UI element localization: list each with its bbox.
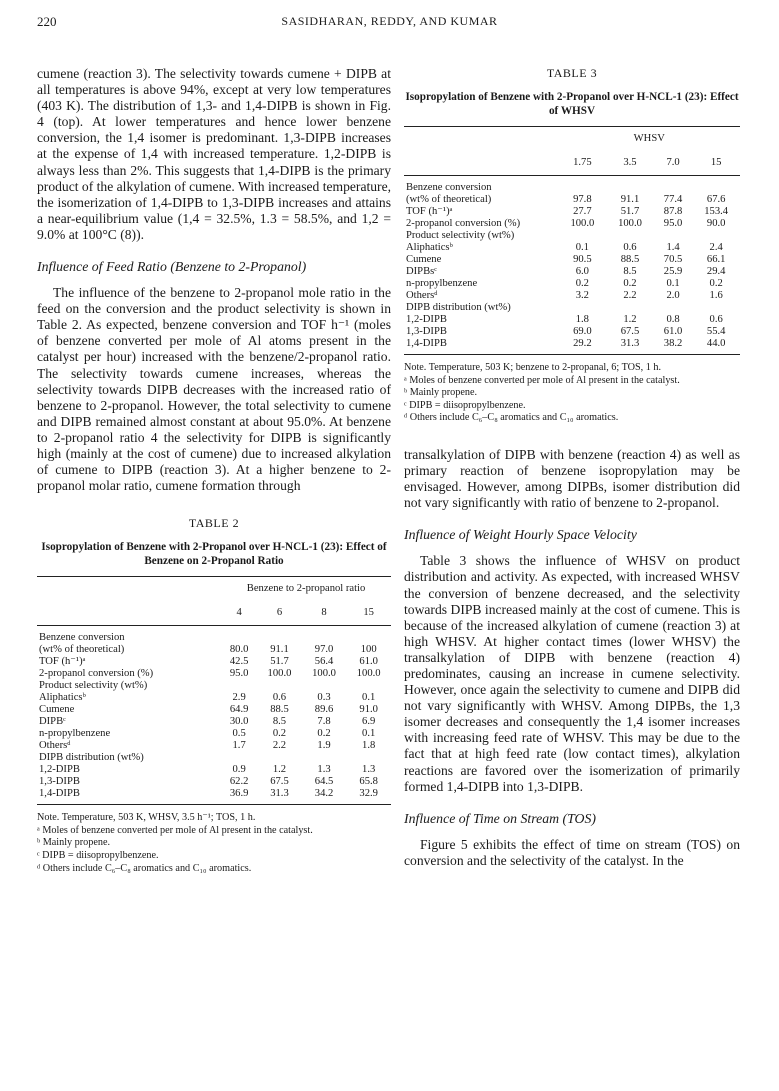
- section-heading-feed-ratio: Influence of Feed Ratio (Benzene to 2-Propanol): [37, 259, 307, 275]
- row-label: Aliphaticsᵇ: [39, 692, 86, 704]
- table-cell: 87.8: [663, 206, 683, 217]
- row-label: DIPBsᶜ: [406, 266, 437, 277]
- table-cell: 100.0: [618, 218, 642, 229]
- row-label: Product selectivity (wt%): [406, 230, 515, 241]
- table-corner: [37, 577, 221, 601]
- paragraph-temperature: cumene (reaction 3). The selectivity towards cumene + DIPB at all temperatures is above 94%, except at very low temperatures (403 K). The distribution of 1,3- and 1,4-DIPB is shown in Fig. 4 (top). At lower temperatures and hence lower benzene conversion, the 1,4 isomer is predominant. 1,3-DIPB increases at the expense of 1,4 with increased temperature. 1,2-DIPB is always less than 2%. This suggests that 1,4-DIPB is the primary product of the alkylation of cumene. With increased temperature, the isomerization of 1,4-DIPB to 1,3-DIPB increases and attains a near-equilibrium value (1,4 = 32.5%, 1.3 = 58.5%, and 1,2 = 9.0% at 100°C (8)).: [37, 66, 392, 242]
- table-footnote: ᶜ DIPB = diisopropylbenzene.: [404, 399, 526, 411]
- table-cell: 67.6: [706, 194, 726, 205]
- table-cell: 0.6: [623, 242, 637, 253]
- table-row: [404, 266, 740, 278]
- table-cell: [692, 302, 740, 314]
- table-cell: [221, 626, 257, 645]
- table-footnote: ᵃ Moles of benzene converted per mole of Al present in the catalyst.: [37, 824, 313, 836]
- table-row: [37, 776, 391, 788]
- running-title: SASIDHARAN, REDDY, AND KUMAR: [281, 14, 498, 28]
- table-cell: 153.4: [704, 206, 729, 217]
- table-cell: 100: [360, 644, 377, 656]
- table-row: [37, 692, 391, 704]
- table-row: [404, 176, 740, 195]
- table-cell: 61.0: [663, 326, 683, 337]
- table-note: Note. Temperature, 503 K, WHSV, 3.5 h⁻¹; TOS, 1 h.: [37, 812, 256, 824]
- table-row: [37, 752, 391, 764]
- table-cell: 91.0: [359, 704, 378, 716]
- table-cell: 97.0: [314, 644, 334, 656]
- row-label: Othersᵈ: [39, 740, 71, 752]
- table-footnote: ᵈ Others include C₆–C₈ aromatics and C₁₀ aromatics.: [404, 412, 619, 424]
- table-cell: 29.4: [706, 266, 726, 277]
- table-cell: 80.0: [229, 644, 249, 656]
- table-cell: 27.7: [573, 206, 592, 217]
- table3-caption: Isopropylation of Benzene with 2-Propanol over H-NCL-1 (23): Effect of WHSV: [405, 91, 739, 117]
- table-cell: 25.9: [663, 266, 683, 277]
- row-label: (wt% of theoretical): [39, 644, 125, 656]
- table-cell: 31.3: [606, 338, 654, 355]
- table-cell: 29.2: [559, 338, 607, 355]
- table-row: [37, 704, 391, 716]
- row-label: 2-propanol conversion (%): [406, 218, 521, 229]
- table-row: [37, 716, 391, 728]
- table-cell: 67.5: [270, 776, 289, 788]
- row-label: n-propylbenzene: [406, 278, 478, 289]
- table-cell: 95.0: [663, 218, 683, 229]
- table-row: [404, 242, 740, 254]
- table-cell: 100.0: [267, 668, 292, 680]
- table-cell: 88.5: [270, 704, 289, 716]
- table-row: [404, 290, 740, 302]
- table-cell: [606, 230, 654, 242]
- column-group-header: Benzene to 2-propanol ratio: [221, 577, 391, 601]
- table-cell: 31.3: [257, 788, 302, 805]
- table-cell: 62.2: [229, 776, 249, 788]
- table-cell: 1.4: [666, 242, 680, 253]
- page-number: 220: [37, 14, 57, 29]
- table-cell: 66.1: [706, 254, 726, 265]
- table-footnote: ᶜ DIPB = diisopropylbenzene.: [37, 850, 159, 862]
- row-label: Product selectivity (wt%): [39, 680, 148, 692]
- table-cell: [346, 680, 391, 692]
- table-cell: [559, 230, 607, 242]
- table-cell: 51.7: [620, 206, 640, 217]
- table-cell: 56.4: [314, 656, 334, 668]
- row-label: TOF (h⁻¹)ᵃ: [39, 656, 86, 668]
- table-cell: 1.2: [272, 764, 287, 776]
- table-cell: [559, 302, 607, 314]
- table-cell: 55.4: [706, 326, 726, 337]
- table-cell: 100.0: [356, 668, 381, 680]
- column-header: 4: [221, 600, 257, 626]
- table-cell: 2.0: [666, 290, 680, 301]
- table-cell: 42.5: [229, 656, 249, 668]
- table-cell: 77.4: [663, 194, 683, 205]
- table-cell: 8.5: [272, 716, 287, 728]
- row-label: 1,4-DIPB: [404, 338, 559, 355]
- table-note: Note. Temperature, 503 K; benzene to 2-propanal, 6; TOS, 1 h.: [404, 362, 662, 373]
- table-row: [404, 338, 740, 355]
- table-cell: 0.1: [362, 692, 376, 704]
- table-cell: [302, 680, 347, 692]
- table-cell: 65.8: [359, 776, 378, 788]
- table-footnote: ᵇ Mainly propene.: [37, 837, 111, 849]
- row-label: Othersᵈ: [406, 290, 438, 301]
- table-cell: 61.0: [359, 656, 378, 668]
- table-cell: 89.6: [314, 704, 334, 716]
- table-cell: 0.1: [575, 242, 589, 253]
- paragraph-transalkylation: transalkylation of DIPB with benzene (reaction 4) as well as primary reaction of benzene isopropylation may be envisaged. However, among DIPBs, isomer distribution did not vary significantly with ratio of benzene to 2-propanol.: [404, 446, 740, 511]
- row-label: Aliphaticsᵇ: [406, 242, 453, 253]
- column-header: 6: [257, 600, 302, 626]
- table-cell: 38.2: [654, 338, 693, 355]
- table3: [404, 126, 740, 355]
- table-row: [404, 314, 740, 326]
- table-cell: [654, 176, 693, 195]
- table-corner: [404, 150, 559, 176]
- section-heading-whsv: Influence of Weight Hourly Space Velocity: [404, 527, 637, 543]
- table-corner: [404, 127, 559, 151]
- left-column: [37, 66, 391, 875]
- table-cell: 100.0: [570, 218, 595, 229]
- table-cell: 0.3: [317, 692, 331, 704]
- table-cell: 0.2: [575, 278, 589, 289]
- table-row: [37, 740, 391, 752]
- table-footnote: ᵃ Moles of benzene converted per mole of Al present in the catalyst.: [404, 374, 680, 386]
- table-row: [37, 788, 391, 805]
- paragraph-tos: Figure 5 exhibits the effect of time on stream (TOS) on conversion and the selectivity of the catalyst. In the: [404, 836, 740, 868]
- table-row: [404, 230, 740, 242]
- table-cell: 0.6: [709, 314, 723, 325]
- column-header: 15: [346, 600, 391, 626]
- table-cell: 6.9: [362, 716, 376, 728]
- paragraph-whsv: Table 3 shows the influence of WHSV on product distribution and activity. As expected, with increased WHSV the conversion of benzene decreased, and the selectivity towards DIPB increased mainly at the cost of cumene. This is because of the increased alkylation of cumene (reaction 3) at high WHSV. At higher contact times (lower WHSV) the transalkylation of DIPB with benzene (reaction 4) predominates, causing an increase in cumene selectivity. However, once again the selectivity to cumene and DIPB did not vary significantly with WHSV. Among DIPBs, the 1,3 isomer decreases and consequently the 1,4 isomer increases with increasing feed rate of WHSV. This may be due to the fact that at high feed rate (low contact times), alkylation reactions are favored over the isomerization of primarily formed 1,4-DIPB into 1,3-DIPB.: [404, 553, 740, 794]
- table-cell: 36.9: [221, 788, 257, 805]
- table-row: [37, 728, 391, 740]
- row-label: 1,4-DIPB: [37, 788, 221, 805]
- table-cell: 64.9: [229, 704, 249, 716]
- row-label: Benzene conversion: [406, 182, 492, 193]
- table-cell: 1.3: [317, 764, 331, 776]
- table-cell: 1.3: [362, 764, 376, 776]
- table-row: [37, 644, 391, 656]
- table-cell: [257, 680, 302, 692]
- row-label: 2-propanol conversion (%): [39, 668, 154, 680]
- row-label: Cumene: [39, 704, 75, 716]
- table-cell: 0.1: [362, 728, 376, 740]
- table-cell: 0.1: [666, 278, 680, 289]
- table2: [37, 576, 391, 805]
- table-cell: 90.0: [706, 218, 726, 229]
- table-cell: 64.5: [314, 776, 334, 788]
- row-label: n-propylbenzene: [39, 728, 111, 740]
- table-row: [404, 278, 740, 290]
- table-row: [404, 194, 740, 206]
- table-cell: [346, 752, 391, 764]
- table-row: [37, 680, 391, 692]
- table-row: [37, 764, 391, 776]
- table-cell: [692, 176, 740, 195]
- table-cell: [221, 680, 257, 692]
- table-cell: 88.5: [620, 254, 640, 265]
- table-cell: 1.2: [623, 314, 637, 325]
- column-header: 8: [302, 600, 347, 626]
- table-cell: [559, 176, 607, 195]
- row-label: Cumene: [406, 254, 442, 265]
- table-cell: [606, 302, 654, 314]
- right-column: [404, 66, 740, 869]
- table-cell: 91.1: [270, 644, 289, 656]
- table-cell: 3.2: [575, 290, 589, 301]
- row-label: DIPB distribution (wt%): [39, 752, 144, 764]
- table-cell: 0.8: [666, 314, 680, 325]
- table-cell: 91.1: [620, 194, 640, 205]
- table-cell: 2.4: [709, 242, 723, 253]
- column-header: 1.75: [559, 150, 607, 176]
- table-row: [37, 668, 391, 680]
- row-label: 1,3-DIPB: [406, 326, 447, 337]
- table-footnote: ᵈ Others include C₆–C₈ aromatics and C₁₀ aromatics.: [37, 862, 252, 874]
- table-cell: 97.8: [573, 194, 592, 205]
- table3-notes: [404, 362, 740, 425]
- table-row: [404, 326, 740, 338]
- table-cell: [221, 752, 257, 764]
- section-heading-tos: Influence of Time on Stream (TOS): [404, 810, 596, 826]
- table-cell: 51.7: [270, 656, 289, 668]
- table-cell: [654, 302, 693, 314]
- table-cell: 1.9: [317, 740, 331, 752]
- table-cell: 1.8: [575, 314, 589, 325]
- table-cell: [654, 230, 693, 242]
- row-label: (wt% of theoretical): [406, 194, 492, 205]
- table-cell: 69.0: [573, 326, 592, 337]
- table-cell: 7.8: [317, 716, 331, 728]
- row-label: 1,2-DIPB: [39, 764, 80, 776]
- table-cell: 44.0: [692, 338, 740, 355]
- table-row: [404, 218, 740, 230]
- table-cell: 0.6: [272, 692, 287, 704]
- table-cell: 0.2: [623, 278, 637, 289]
- table-cell: [302, 752, 347, 764]
- row-label: DIPB distribution (wt%): [406, 302, 511, 313]
- row-label: TOF (h⁻¹)ᵃ: [406, 206, 453, 217]
- table-cell: 1.8: [362, 740, 376, 752]
- table-row: [37, 626, 391, 645]
- row-label: 1,3-DIPB: [39, 776, 80, 788]
- table-cell: [257, 626, 302, 645]
- row-label: Benzene conversion: [39, 632, 125, 644]
- table2-notes: [37, 812, 391, 875]
- table-footnote: ᵇ Mainly propene.: [404, 387, 478, 399]
- table-cell: 2.2: [272, 740, 287, 752]
- table-row: [37, 656, 391, 668]
- table-cell: 6.0: [575, 266, 589, 277]
- table-cell: [692, 230, 740, 242]
- table-cell: 0.5: [232, 728, 246, 740]
- table2-caption: Isopropylation of Benzene with 2-Propanol over H-NCL-1 (23): Effect of Benzene on 2-Propanol Ratio: [41, 541, 387, 567]
- column-header: 3.5: [606, 150, 654, 176]
- column-header: 7.0: [654, 150, 693, 176]
- table-cell: 1.6: [709, 290, 723, 301]
- table-cell: 2.9: [232, 692, 246, 704]
- table-cell: 2.2: [623, 290, 637, 301]
- table-cell: 32.9: [346, 788, 391, 805]
- table2-label: TABLE 2: [188, 516, 240, 531]
- table-cell: 95.0: [229, 668, 249, 680]
- table-cell: [302, 626, 347, 645]
- table-cell: 34.2: [302, 788, 347, 805]
- table-cell: [606, 176, 654, 195]
- row-label: 1,2-DIPB: [406, 314, 447, 325]
- table-cell: 0.2: [272, 728, 287, 740]
- table3-label: TABLE 3: [546, 66, 598, 80]
- table-row: [404, 302, 740, 314]
- table-cell: 0.2: [709, 278, 723, 289]
- table-cell: 0.2: [317, 728, 331, 740]
- table-row: [404, 254, 740, 266]
- table-cell: 0.9: [232, 764, 246, 776]
- table-corner: [37, 600, 221, 626]
- table-cell: 100.0: [312, 668, 336, 680]
- column-group-header: WHSV: [559, 127, 740, 151]
- table-cell: 70.5: [663, 254, 683, 265]
- table-cell: [346, 626, 391, 645]
- row-label: DIPBᶜ: [39, 716, 66, 728]
- column-header: 15: [692, 150, 740, 176]
- table-cell: [257, 752, 302, 764]
- table-row: [404, 206, 740, 218]
- table-cell: 67.5: [620, 326, 640, 337]
- table-cell: 8.5: [623, 266, 637, 277]
- table-cell: 1.7: [232, 740, 246, 752]
- paragraph-feed-ratio: The influence of the benzene to 2-propanol mole ratio in the feed on the conversion and the product selectivity is shown in Table 2. As expected, benzene conversion and TOF h⁻¹ (moles of benzene converted per mole of Al atoms present in the catalyst per hour) increased with the benzene/2-propanol ratio. The selectivity towards cumene increases, whereas the selectivity towards DIPB decreases with the increased ratio of benzene to 2-propanol. However, the total selectivity to cumene and DIPB remained almost constant at about 95.0%. At benzene to 2-propanol ratio 4 the selectivity for DIPB is significantly high (mainly at the cost of cumene) due to increased alkylation of cumene to DIPB (reaction 3). At a higher benzene to 2-propanol molar ratio, cumene formation through: [37, 285, 391, 494]
- table-cell: 30.0: [229, 716, 249, 728]
- table-cell: 90.5: [573, 254, 592, 265]
